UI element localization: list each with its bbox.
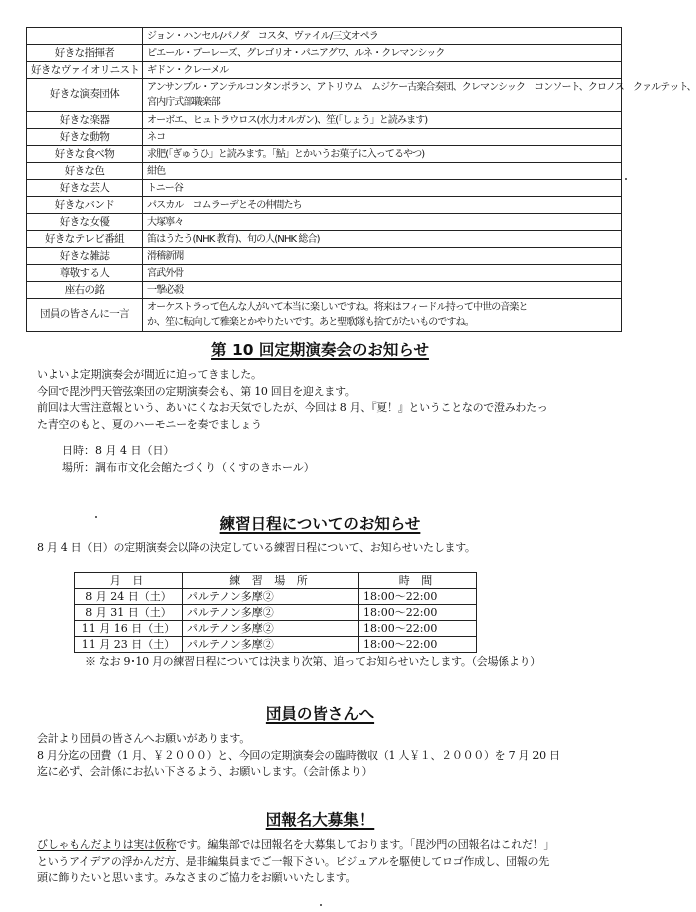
profile-value-line: 紺色 <box>147 165 166 177</box>
concert-paragraph <box>37 367 627 433</box>
concert-section-title <box>0 340 640 360</box>
header-time: 時 間 <box>359 573 477 589</box>
members-section-title <box>0 704 640 724</box>
profile-value <box>143 163 622 180</box>
profile-value <box>143 214 622 231</box>
schedule-place: パルテノン多摩② <box>183 637 359 653</box>
profile-row <box>27 146 622 163</box>
schedule-date: 11 月 23 日（土） <box>75 637 183 653</box>
profile-row <box>27 231 622 248</box>
profile-label: 好きな演奏団体 <box>27 79 143 112</box>
schedule-header-row <box>75 573 477 589</box>
newsletter-line: 頭に飾りたいと思います。みなさまのご協力をお願いいたします。 <box>37 871 357 884</box>
profile-label: 好きな女優 <box>27 214 143 231</box>
profile-label: 団員の皆さんに一言 <box>27 299 143 332</box>
practice-intro-text: 8 月 4 日（日）の定期演奏会以降の決定している練習日程について、お知らせいたします。 <box>37 541 476 554</box>
profile-row <box>27 248 622 265</box>
profile-row <box>27 45 622 62</box>
profile-value-line: 宮内庁式部職楽部 <box>147 97 220 108</box>
schedule-date: 11 月 16 日（土） <box>75 621 183 637</box>
profile-value <box>143 265 622 282</box>
members-title-text: 団員の皆さんへ <box>265 705 375 723</box>
concert-place: 場所：調布市文化会館たづくり（くすのきホール） <box>62 461 315 474</box>
profile-row <box>27 28 622 45</box>
profile-label <box>27 28 143 45</box>
profile-value-line: か、笙に転向して雅楽とかやりたいです。あと聖歌隊も捨てがたいものですね。 <box>147 317 474 328</box>
practice-title-text: 練習日程についてのお知らせ <box>219 515 421 533</box>
profile-value <box>143 28 622 45</box>
profile-label: 好きなヴァイオリニスト <box>27 62 143 79</box>
profile-label: 好きなテレビ番組 <box>27 231 143 248</box>
profile-label: 好きな雑誌 <box>27 248 143 265</box>
concert-line: 前回は大雪注意報という、あいにくなお天気でしたが、今回は 8 月、『夏！』ということなので澄みわたっ <box>37 401 548 414</box>
header-date: 月 日 <box>75 573 183 589</box>
newsletter-line <box>37 837 627 854</box>
profile-row <box>27 197 622 214</box>
profile-label: 好きな芸人 <box>27 180 143 197</box>
profile-value-line: アンサンブル・アンテルコンタンポラン、アトリウム ムジケー古楽合奏団、クレマンシック コンソート、クロノス クァルテット、 <box>147 81 696 93</box>
profile-label: 好きな動物 <box>27 129 143 146</box>
members-line: 8 月分迄の団費（1 月、￥２０００）と、今回の定期演奏会の臨時徴収（1 人￥１、２０００）を 7 月 20 日 <box>37 748 560 762</box>
profile-value <box>143 197 622 214</box>
profile-row <box>27 214 622 231</box>
concert-info <box>62 442 315 476</box>
scan-speck <box>625 178 627 180</box>
profile-value-line: ネコ <box>147 131 166 143</box>
profile-value <box>143 180 622 197</box>
profile-value <box>143 62 622 79</box>
profile-row <box>27 163 622 180</box>
profile-value <box>143 299 622 332</box>
schedule-time: 18:00～22:00 <box>359 637 477 653</box>
scan-speck <box>95 516 97 518</box>
profile-label: 尊敬する人 <box>27 265 143 282</box>
concert-title-text: 第 10 回定期演奏会のお知らせ <box>211 341 429 359</box>
schedule-time: 18:00～22:00 <box>359 589 477 605</box>
newsletter-section-title <box>0 810 640 830</box>
profile-value-line: ギドン・クレーメル <box>147 64 229 76</box>
profile-label: 好きな指揮者 <box>27 45 143 62</box>
schedule-date: 8 月 24 日（土） <box>75 589 183 605</box>
header-place: 練 習 場 所 <box>183 573 359 589</box>
schedule-row <box>75 605 477 621</box>
schedule-row <box>75 621 477 637</box>
schedule-time: 18:00～22:00 <box>359 605 477 621</box>
members-line: 会計より団員の皆さんへお願いがあります。 <box>37 732 250 745</box>
profile-value-line: 大塚寧々 <box>147 216 184 228</box>
profile-label: 好きな食べ物 <box>27 146 143 163</box>
profile-value-line: トニー谷 <box>147 182 183 194</box>
profile-label: 好きなバンド <box>27 197 143 214</box>
profile-value-line: 求肥(「ぎゅうひ」と読みます。「鮎」とかいうお菓子に入ってるやつ) <box>147 148 425 160</box>
profile-table <box>26 27 696 332</box>
concert-date: 日時：8 月 4 日（日） <box>62 444 175 457</box>
profile-value-line: ピエール・ブーレーズ、グレゴリオ・パニアグワ、ルネ・クレマンシック <box>147 47 445 59</box>
schedule-place: パルテノン多摩② <box>183 605 359 621</box>
schedule-row <box>75 637 477 653</box>
practice-note: ※ なお 9･10 月の練習日程については決まり次第、追ってお知らせいたします。（会場係より） <box>85 655 541 668</box>
schedule-time: 18:00～22:00 <box>359 621 477 637</box>
profile-value <box>143 231 622 248</box>
profile-row <box>27 129 622 146</box>
profile-row <box>27 299 622 332</box>
profile-value <box>143 248 622 265</box>
profile-value <box>143 45 622 62</box>
concert-line: 今回で毘沙門天管弦楽団の定期演奏会も、第 10 回目を迎えます。 <box>37 384 356 398</box>
profile-value <box>143 146 622 163</box>
profile-row <box>27 282 622 299</box>
profile-row <box>27 265 622 282</box>
profile-value-line: オーボエ、ヒュトラウロス(水力オルガン)、笙(「しょう」と読みます) <box>147 114 428 126</box>
newsletter-line: というアイデアの浮かんだ方、是非編集員までご一報下さい。ビジュアルを駆使してロゴ作成し、団報の先 <box>37 854 549 868</box>
profile-row <box>27 112 622 129</box>
members-paragraph <box>37 731 627 781</box>
profile-label: 座右の銘 <box>27 282 143 299</box>
profile-value <box>143 129 622 146</box>
practice-schedule-table <box>74 572 477 653</box>
profile-label: 好きな色 <box>27 163 143 180</box>
profile-row <box>27 180 622 197</box>
members-line: 迄に必ず、会計係にお払い下さるよう、お願いします。（会計係より） <box>37 765 373 778</box>
profile-value-line: 宮武外骨 <box>147 267 184 279</box>
profile-value-line: 滑稽新聞 <box>147 250 184 262</box>
provisional-name-text: びしゃもんだよりは実は仮称 <box>37 838 177 851</box>
concert-line: いよいよ定期演奏会が間近に迫ってきました。 <box>37 368 262 381</box>
newsletter-title-text: 団報名大募集！ <box>265 811 375 829</box>
schedule-date: 8 月 31 日（土） <box>75 605 183 621</box>
concert-line: た青空のもと、夏のハーモニーを奏でましょう <box>37 417 262 431</box>
schedule-place: パルテノン多摩② <box>183 621 359 637</box>
profile-value <box>143 112 622 129</box>
schedule-place: パルテノン多摩② <box>183 589 359 605</box>
profile-value-line: 一撃必殺 <box>147 284 184 296</box>
profile-label: 好きな楽器 <box>27 112 143 129</box>
practice-intro <box>37 540 627 557</box>
schedule-row <box>75 589 477 605</box>
newsletter-line1-rest: です。編集部では団報名を大募集しております。「毘沙門の団報名はこれだ！」 <box>176 838 555 851</box>
profile-value <box>143 79 696 112</box>
profile-value-line: ジョン・ハンセル/パノダ コスタ、ヴァイル/三文オペラ <box>147 30 378 42</box>
profile-value-line: オーケストラって色んな人がいて本当に楽しいですね。将来はフィードル持って中世の音楽と <box>147 301 528 313</box>
profile-row <box>27 79 622 112</box>
newsletter-paragraph <box>37 837 627 887</box>
profile-value-line: パスカル コムラーデとその仲間たち <box>147 199 302 211</box>
profile-value-line: 笛はうたう(NHK 教育)、旬の人(NHK 総合) <box>147 233 320 245</box>
profile-row <box>27 62 622 79</box>
profile-value <box>143 282 622 299</box>
scan-speck <box>320 904 322 906</box>
